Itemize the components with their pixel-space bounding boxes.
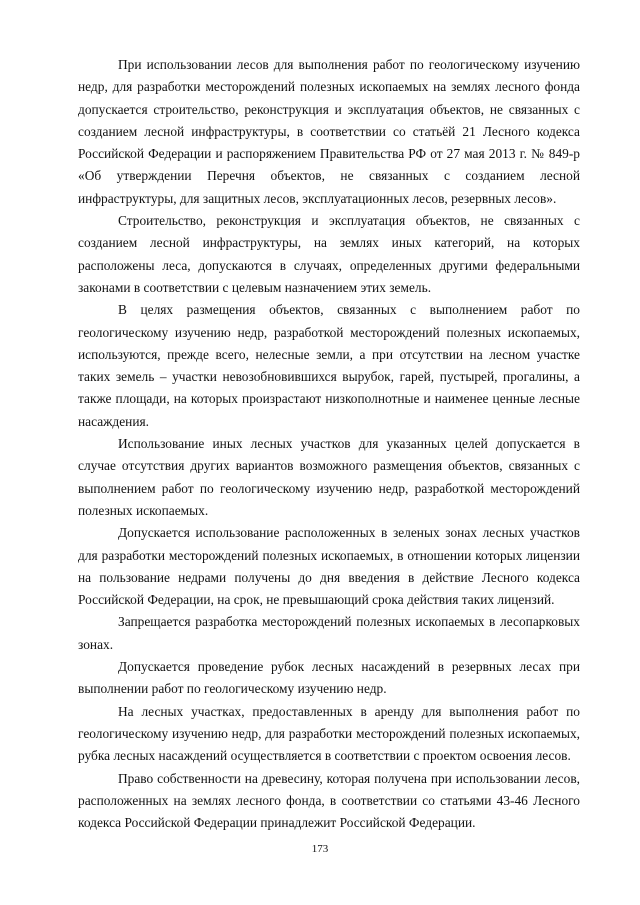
document-body bbox=[78, 54, 580, 834]
paragraph-3: В целях размещения объектов, связанных с выполнением работ по геологическому изучению недр, разработкой месторождений полезных ископаемых, используются, прежде всего, нелесные земли, а при отсутствии на лесном участке таких земель – участки невозобновившихся вырубок, гарей, пустырей, прогалины, а также площади, на которых произрастают низкополнотные и наименее ценные лесные насаждения. bbox=[78, 302, 580, 429]
paragraph-4: Использование иных лесных участков для указанных целей допускается в случае отсутствия других вариантов возможного размещения объектов, связанных с выполнением работ по геологическому изучению недр, разработкой месторождений полезных ископаемых. bbox=[78, 436, 580, 518]
paragraph-9: Право собственности на древесину, которая получена при использовании лесов, расположенных на землях лесного фонда, в соответствии со статьями 43-46 Лесного кодекса Российской Федерации принадлежит Российской Федерации. bbox=[78, 770, 580, 831]
paragraph-2: Строительство, реконструкция и эксплуатация объектов, не связанных с созданием лесной инфраструктуры, на землях иных категорий, на которых расположены леса, допускаются в случаях, определенных другими федеральными законами в соответствии с целевым назначением этих земель. bbox=[78, 213, 580, 295]
paragraph-8: На лесных участках, предоставленных в аренду для выполнения работ по геологическому изучению недр, для разработки месторождений полезных ископаемых, рубка лесных насаждений осуществляется в соответствии с проектом освоения лесов. bbox=[78, 703, 580, 764]
page-number: 173 bbox=[311, 843, 329, 855]
paragraph-5: Допускается использование расположенных в зеленых зонах лесных участков для разработки месторождений полезных ископаемых, в отношении которых лицензии на пользование недрами получены до дня введения в действие Лесного кодекса Российской Федерации, на срок, не превышающий срока действия таких лицензий. bbox=[78, 525, 580, 608]
paragraph-1: При использовании лесов для выполнения работ по геологическому изучению недр, для разработки месторождений полезных ископаемых на землях лесного фонда допускается строительство, реконструкция и эксплуатация объектов, не связанных с созданием лесной инфраструктуры, в соответствии со статьёй 21 Лесного кодекса Российской Федерации и распоряжением Правительства РФ от 27 мая 2013 г. № 849-р «Об утверждении Перечня объектов, не связанных с созданием лесной инфраструктуры, для защитных лесов, эксплуатационных лесов, резервных лесов». bbox=[78, 57, 580, 206]
paragraph-7: Допускается проведение рубок лесных насаждений в резервных лесах при выполнении работ по геологическому изучению недр. bbox=[78, 659, 580, 697]
paragraph-6: Запрещается разработка месторождений полезных ископаемых в лесопарковых зонах. bbox=[78, 614, 580, 652]
